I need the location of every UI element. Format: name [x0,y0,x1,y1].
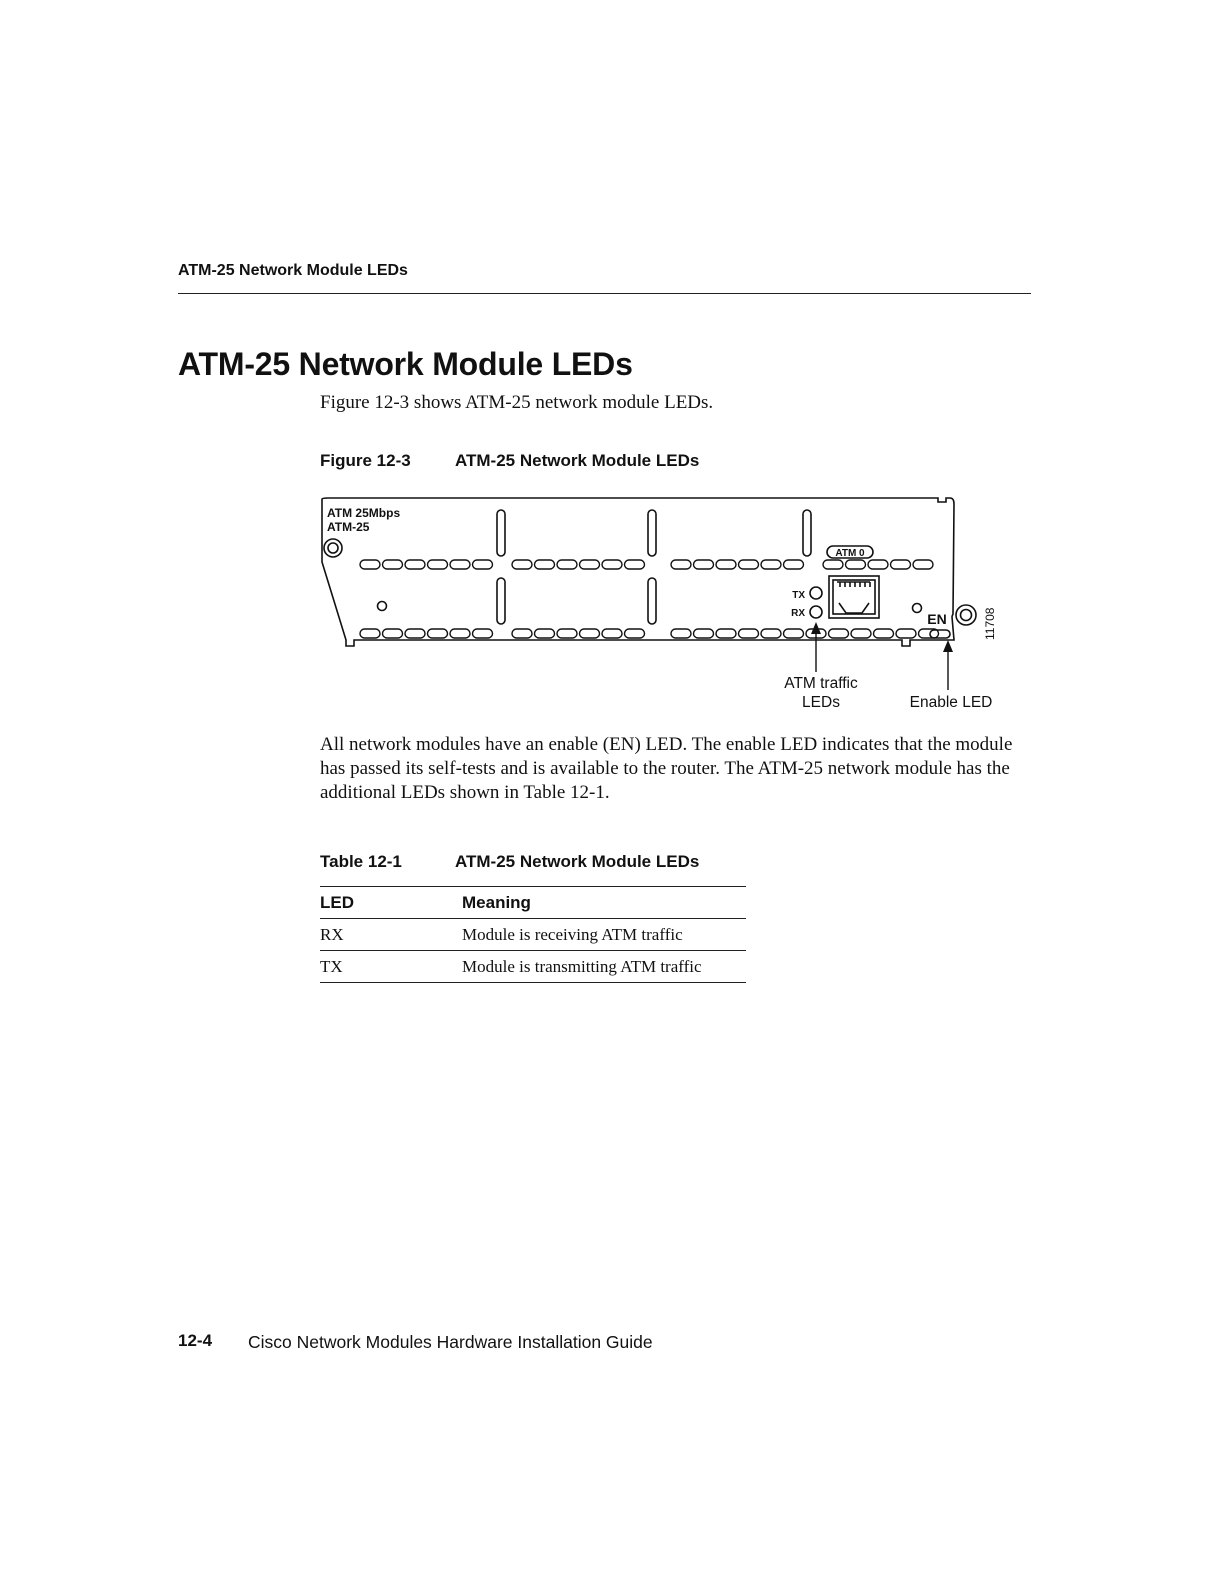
table-cell-led: RX [320,924,344,944]
vent-slot [913,560,933,569]
table-cell-meaning: Module is receiving ATM traffic [462,924,683,944]
panel-label-line1: ATM 25Mbps [327,506,401,520]
vent-slot [383,629,403,638]
vent-slot [761,560,781,569]
vent-slot [784,629,804,638]
en-label: EN [927,611,947,627]
figure-title: ATM-25 Network Module LEDs [455,451,700,470]
vent-slot [823,560,843,569]
atm-traffic-leds-callout: ATM traffic LEDs [784,675,858,711]
vent-slot [716,560,736,569]
vent-slot [868,560,888,569]
vent-slot [891,560,911,569]
vent-slot [694,560,714,569]
vent-slot [671,560,691,569]
atm-callout-arrowhead [811,622,821,634]
vent-slot [405,560,425,569]
atm25-module-figure [318,492,1008,714]
vent-slot [694,629,714,638]
vent-slot [829,629,849,638]
vent-slot [716,629,736,638]
table-caption [320,852,699,872]
vent-slot [428,629,448,638]
table-title: ATM-25 Network Module LEDs [455,852,700,871]
table-header-row [320,887,746,919]
running-header: ATM-25 Network Module LEDs [178,262,408,279]
vent-slot [450,560,470,569]
module-panel-drawing [318,492,1008,714]
vent-slot [405,629,425,638]
vent-slot [557,629,577,638]
table-number: Table 12-1 [320,852,402,871]
vent-slot [671,629,691,638]
right-screw [956,605,976,625]
vent-slot [580,560,600,569]
body-paragraph: All network modules have an enable (EN) LED. The enable LED indicates that the module has passed its self-tests and is available to the router. The ATM-25 network module has the additional LEDs shown in Table 12-1. [320,734,1013,803]
book-title: Cisco Network Modules Hardware Installation Guide [248,1332,653,1352]
vent-slot [450,629,470,638]
tx-led [810,587,822,599]
vent-slot [625,629,645,638]
vent-slot [535,560,555,569]
page-number: 12-4 [178,1331,213,1350]
tx-label: TX [792,590,805,601]
en-led [930,630,950,638]
left-screw [324,539,342,557]
column-header-led: LED [320,892,354,912]
vent-slot [625,560,645,569]
vent-slot [535,629,555,638]
vent-slot [602,629,622,638]
vent-slot [473,629,493,638]
vent-slot [383,560,403,569]
header-divider [178,293,1031,294]
table-row [320,919,746,951]
vent-slot [846,560,866,569]
vent-slot [896,629,916,638]
vent-slot [761,629,781,638]
faceplate-outline [322,498,954,646]
en-callout-arrowhead [943,640,953,652]
vent-slot [784,560,804,569]
vent-slot [739,629,759,638]
intro-paragraph: Figure 12-3 shows ATM-25 network module LEDs. [320,392,714,413]
panel-label-line2: ATM-25 [327,520,370,534]
led-table [320,886,746,983]
vent-slot [874,629,894,638]
vent-slot [473,560,493,569]
figure-caption [320,451,699,471]
page-title: ATM-25 Network Module LEDs [178,346,633,382]
table-cell-led: TX [320,956,343,976]
vent-slot [360,629,380,638]
table-row [320,951,746,983]
vent-slot [602,560,622,569]
vent-slot [739,560,759,569]
column-header-meaning: Meaning [462,892,531,912]
table-cell-meaning: Module is transmitting ATM traffic [462,956,702,976]
rx-led [810,606,822,618]
vent-slot [360,560,380,569]
vent-slot [557,560,577,569]
serial-number: 11708 [983,607,997,640]
vent-slot [428,560,448,569]
port-label: ATM 0 [835,548,865,559]
figure-number: Figure 12-3 [320,451,411,470]
vent-slot [580,629,600,638]
vent-slot [512,560,532,569]
enable-led-callout: Enable LED [909,694,993,711]
vent-slot [851,629,871,638]
vent-slot [512,629,532,638]
rx-label: RX [791,608,805,619]
